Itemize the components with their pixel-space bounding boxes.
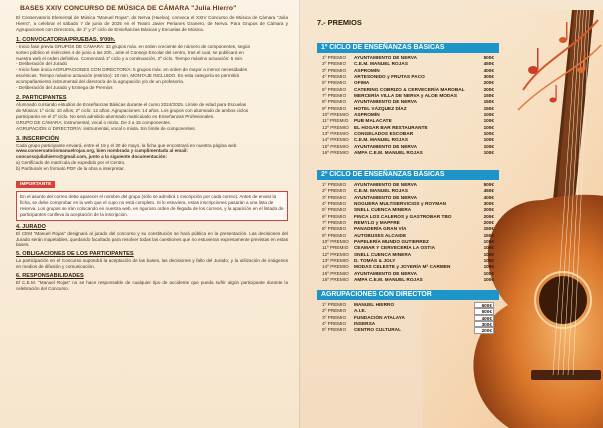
- prize-sponsor: AYUNTAMIENTO DE NERVA: [354, 55, 418, 60]
- prize-sponsor: AYUNTAMIENTO DE NERVA: [354, 143, 418, 149]
- text-line: - Deliberación del Jurado: [16, 61, 68, 67]
- text-line: escénicas. Tiempo máximo actuación (estricto): 10 min. MONTAJE INCLUIDO. En esta categoría se permitirá: [16, 73, 240, 79]
- category-bar-agrupaciones: AGRUPACIONES CON DIRECTOR: [317, 290, 499, 300]
- prize-amount: 400€: [483, 67, 494, 73]
- text-line: - Deliberación del Jurado y Entrega de Premios: [16, 85, 113, 91]
- prize-amount: 600€: [474, 302, 494, 308]
- section-participantes-body: [16, 102, 288, 132]
- prize-sponsor: SNELL CUENCA MINERA: [354, 207, 412, 213]
- prize-sponsor: C.E.M. MANUEL ROJAS: [354, 61, 408, 67]
- prize-amount: 200€: [483, 207, 494, 213]
- section-responsabilidades-body: El C.E.M. "Manuel Rojas" no se hace responsable de cualquier tipo de accidente que pueda sufrir algún participante durante la celebración del Concurso.: [16, 280, 288, 292]
- prize-place: 14º PREMIO: [322, 137, 349, 143]
- prize-sponsor: MERCERÍA VILLA DE NERVA y ALOE MODAS: [354, 93, 458, 99]
- prize-sponsor: FUNDACIÓN ATALAYA: [354, 314, 405, 320]
- prize-amount: 100€: [483, 124, 494, 130]
- premios-title: 7.- PREMIOS: [317, 18, 362, 27]
- text-line: AGRUPACIÓN c/ DIRECTOR/A: instrumental, vocal o mixta. Sin límite de componentes.: [16, 125, 196, 131]
- prize-amount: 150€: [483, 105, 494, 111]
- text-line: - Inicio fase única AGRUPACIONES CON DIRECTOR/A: 5 grupos máx. en orden de mayor a menor necesidades: [16, 67, 248, 73]
- prize-sponsor: AYUNTAMIENTO DE NERVA: [354, 194, 418, 200]
- prize-sponsor: AMPA C.E.M. MANUEL ROJAS: [354, 150, 423, 156]
- text-line: GRUPO DE CÁMARA: instrumental, vocal o mixto. De 2 a 15 componentes.: [16, 119, 171, 125]
- prize-place: 6º PREMIO: [322, 86, 347, 92]
- prize-amount: 200€: [483, 213, 494, 219]
- section-jurado-title: [16, 224, 288, 230]
- prize-place: 2º PREMIO: [322, 308, 347, 314]
- prize-place: 14º PREMIO: [322, 264, 349, 270]
- prize-place: 3º PREMIO: [322, 194, 347, 200]
- prize-place: 7º PREMIO: [322, 93, 347, 99]
- prize-amount: 150€: [483, 99, 494, 105]
- prize-place: 8º PREMIO: [322, 99, 347, 105]
- text-line: www.conservatoriomanuelrojas.org, bien nombrada y cumplimentada al email:: [16, 148, 188, 154]
- prize-sponsor: OFIMA: [354, 80, 370, 86]
- bases-title: BASES XXIV CONCURSO DE MÚSICA DE CÁMARA "Julia Hierro": [20, 5, 237, 12]
- prize-sponsor: ASPROMÍN: [354, 67, 380, 73]
- prize-place: 4º PREMIO: [322, 201, 347, 207]
- category-bar-ciclo2: 2º CICLO DE ENSEÑANZAS BÁSICAS: [317, 170, 499, 180]
- section-obligaciones-body: La participación en el Concurso supondrá la aceptación de las bases, las decisiones y fallo del Jurado, y la utilización de imágenes en medios de difusión y comunicación.: [16, 258, 288, 270]
- prize-amount: 450€: [483, 61, 494, 67]
- prize-list-ciclo1: [322, 55, 494, 157]
- prize-sponsor: CENTRO CULTURAL: [354, 327, 402, 333]
- prize-amount: 100€: [483, 270, 494, 276]
- prize-amount: 500€: [483, 55, 494, 60]
- section-convocatoria-body: [16, 44, 288, 91]
- prize-sponsor: PAPELERÍA MUNDO GUTIERREZ: [354, 239, 429, 245]
- prize-sponsor: A.I.E.: [354, 308, 367, 314]
- prize-amount: 150€: [483, 232, 494, 238]
- prize-amount: 100€: [483, 131, 494, 137]
- prize-place: 9º PREMIO: [322, 105, 347, 111]
- prize-list-agrupaciones: [322, 302, 494, 334]
- prize-place: 5º PREMIO: [322, 207, 347, 213]
- prize-amount: 100€: [483, 118, 494, 124]
- intro-paragraph: El Conservatorio Elemental de Música "Manuel Rojas", de Nerva (Huelva), convoca el XXIV Concurso de Música de Cámara "Julia Hierro", a celebrar el sábado 7 de junio de 2025 en el Teatro Javier Perianes Granero, de Nerva. Para Grupos de Cámara y Agrupaciones con Director/a, de 1º y 2º ciclo de Enseñanzas Básicas y Escuelas de Música.: [16, 15, 288, 32]
- prize-place: 16º PREMIO: [322, 277, 349, 283]
- section-responsabilidades-title: [16, 273, 288, 279]
- prize-sponsor: MANUEL HIERRO: [354, 302, 395, 307]
- prize-amount: 100€: [483, 137, 494, 143]
- section-convocatoria-title: [16, 37, 288, 43]
- prize-amount: 300€: [483, 201, 494, 207]
- prize-sponsor: MODAS CELESTE y JOYERÍA Mª CARMEN: [354, 264, 451, 270]
- prize-place: 12º PREMIO: [322, 251, 349, 257]
- prize-sponsor: FINCA LOS CALEROS y GASTROBAR TBO: [354, 213, 452, 219]
- prize-sponsor: SNELL CUENCA MINERA: [354, 251, 412, 257]
- prize-sponsor: D. TOMÁS & JOLY: [354, 258, 396, 264]
- section-jurado-body: El CEM "Manuel Rojas" designará al jurado del concurso y su constitución se hará pública en la presentación. Las decisiones del Jurado serán inapelables, quedando facultado para resolver todas las cuestiones que no estuvieran expresamente previstas en estas bases.: [16, 230, 288, 248]
- prize-sponsor: C.E.M. MANUEL ROJAS: [354, 188, 408, 194]
- text-line: concursojuliahierro@gmail.com, junto a la siguiente documentación:: [16, 154, 167, 160]
- prize-sponsor: AYUNTAMIENTO DE NERVA: [354, 270, 418, 276]
- section-participantes-title-text: 2. PARTICIPANTES: [16, 94, 67, 101]
- prize-row: [322, 277, 494, 283]
- text-line: - Inicio fase previa GRUPOS DE CÁMARA: 32 grupos máx. en orden creciente de número de componentes, según: [16, 43, 251, 49]
- prize-amount: 400€: [474, 315, 494, 321]
- prize-place: 4º PREMIO: [322, 321, 347, 327]
- prize-place: 8º PREMIO: [322, 226, 347, 232]
- prize-sponsor: HOTEL VÁZQUEZ DÍAZ: [354, 105, 407, 111]
- prize-amount: 100€: [483, 239, 494, 245]
- prize-sponsor: AUTOBUSES ALCAIDE: [354, 232, 407, 238]
- text-line: b) Partitura/s en formato PDF de la obra a interpretar.: [16, 166, 125, 172]
- prize-place: 15º PREMIO: [322, 270, 349, 276]
- important-badge: IMPORTANTE: [16, 181, 55, 188]
- prize-place: 2º PREMIO: [322, 61, 347, 67]
- section-obligaciones-title: [16, 251, 288, 257]
- prize-amount: 100€: [483, 258, 494, 264]
- prize-sponsor: CATERING COBRIZO & CERVECERÍA MAROBAL: [354, 86, 465, 92]
- prize-sponsor: ARTESONIDO y FRUTAS PACO: [354, 74, 425, 80]
- prize-place: 16º PREMIO: [322, 150, 349, 156]
- prize-sponsor: C.E.M. MANUEL ROJAS: [354, 137, 408, 143]
- prize-place: 1º PREMIO: [322, 182, 347, 187]
- prize-place: 5º PREMIO: [322, 327, 347, 333]
- prize-amount: 100€: [483, 245, 494, 251]
- text-line: a) Certificado de matrícula de expedido por el Centro.: [16, 160, 126, 166]
- prize-place: 12º PREMIO: [322, 124, 349, 130]
- prize-place: 4º PREMIO: [322, 74, 347, 80]
- prize-amount: 200€: [483, 86, 494, 92]
- text-line: Cada grupo participante enviará, entre el 19 y el 30 de mayo, la ficha que encontrará en nuestra página web: [16, 142, 237, 148]
- prize-sponsor: PANADERÍA GRAN VÍA: [354, 226, 407, 232]
- prize-amount: 100€: [483, 143, 494, 149]
- prize-place: 13º PREMIO: [322, 131, 349, 137]
- prize-sponsor: INSERSA: [354, 321, 376, 327]
- prize-sponsor: PUB MALACATE: [354, 118, 392, 124]
- prize-place: 11º PREMIO: [322, 245, 349, 251]
- prize-amount: 200€: [483, 80, 494, 86]
- section-obligaciones-title-text: 5. OBLIGACIONES DE LOS PARTICIPANTES: [16, 251, 134, 258]
- important-notice: En el asunto del correo debe aparecer el nombre del grupo (sólo se admitirá 1 inscripción por cada correo). Antes de enviar la ficha, se debe comprobar en la web que el cupo no está completo. Si lo estuviera, estas inscripciones pasarán a una lista de reserva. Los grupos se irán colocando en nuestra web, en riguroso orden de llegada de los correos, y la aparición en el listado de participantes conlleva la aceptación de la inscripción.: [16, 191, 288, 221]
- section-inscripcion-title-text: 3. INSCRIPCIÓN: [16, 135, 59, 142]
- prize-amount: 500€: [474, 308, 494, 314]
- prize-place: 5º PREMIO: [322, 80, 347, 86]
- prize-amount: 300€: [483, 74, 494, 80]
- prize-place: 10º PREMIO: [322, 112, 349, 118]
- prize-sponsor: NOGUERA MULTISERVICIOS y ROYMAN: [354, 201, 447, 207]
- prize-amount: 400€: [483, 194, 494, 200]
- prize-row: [322, 150, 494, 156]
- prize-place: 3º PREMIO: [322, 67, 347, 73]
- prize-place: 11º PREMIO: [322, 118, 349, 124]
- prize-amount: 150€: [483, 93, 494, 99]
- prize-sponsor: REMYLO y MAPFRE: [354, 220, 400, 226]
- text-line: de Música: 1º ciclo: 10 años; 2º ciclo: 12 años. Agrupaciones: 14 años. Los grupos con alumnado de ambos ciclos: [16, 107, 249, 113]
- prize-amount: 100€: [483, 264, 494, 270]
- prize-amount: 300€: [474, 321, 494, 327]
- prize-amount: 100€: [483, 150, 494, 156]
- prize-amount: 150€: [483, 226, 494, 232]
- prize-place: 3º PREMIO: [322, 314, 347, 320]
- section-inscripcion-body: [16, 143, 288, 173]
- prize-place: 1º PREMIO: [322, 302, 347, 307]
- prize-sponsor: ASPROMÍN: [354, 112, 380, 118]
- prize-place: 13º PREMIO: [322, 258, 349, 264]
- prize-sponsor: CEAMAR Y CERVECERÍA LA OSTIA: [354, 245, 436, 251]
- prize-place: 7º PREMIO: [322, 220, 347, 226]
- prize-place: 15º PREMIO: [322, 143, 349, 149]
- prize-sponsor: CONGELADOS ESCOBAR: [354, 131, 414, 137]
- premios-page: [300, 0, 603, 428]
- section-inscripcion-title: [16, 136, 288, 142]
- prize-row: [322, 327, 494, 333]
- text-line: Alumnado cursando estudios de Enseñanzas Básicas durante el curso 2024/2025. Límite de edad para Escuelas: [16, 101, 247, 107]
- prize-sponsor: AMPA C.E.M. MANUEL ROJAS: [354, 277, 423, 283]
- prize-amount: 100€: [483, 112, 494, 118]
- prize-place: 1º PREMIO: [322, 55, 347, 60]
- prize-place: 10º PREMIO: [322, 239, 349, 245]
- prize-place: 6º PREMIO: [322, 213, 347, 219]
- section-responsabilidades-title-text: 6. RESPONSABILIDADES: [16, 273, 84, 280]
- text-line: sorteo público el miércoles 4 de junio a las 20h., ante el Consejo Escolar del centro, tras el cual, se publicará en: [16, 49, 244, 55]
- prize-place: 2º PREMIO: [322, 188, 347, 194]
- text-line: participarán en el 2º ciclo. No será admitido alumnado matriculado en Enseñanzas Profesionales.: [16, 113, 215, 119]
- prize-amount: 450€: [483, 188, 494, 194]
- prize-sponsor: AYUNTAMIENTO DE NERVA: [354, 182, 418, 187]
- music-notes-decoration: [493, 0, 603, 160]
- category-bar-ciclo1: 1º CICLO DE ENSEÑANZAS BÁSICAS: [317, 43, 499, 53]
- section-jurado-title-text: 4. JURADO: [16, 223, 46, 230]
- section-participantes-title: [16, 95, 288, 101]
- bases-page: [0, 0, 300, 428]
- text-line: nuestra web el orden definitivo. Comenzará 1º ciclo y a continuación, 2º ciclo. Tiempo máximo actuación: 5 min.: [16, 55, 244, 61]
- prize-amount: 200€: [483, 220, 494, 226]
- prize-sponsor: AYUNTAMIENTO DE NERVA: [354, 99, 418, 105]
- section-convocatoria-title-text: 1. CONVOCATORIA/PRUEBAS. 9'00h.: [16, 36, 116, 43]
- text-line: acompañamiento instrumental del director/a de la agrupación y/o de un profesor/a.: [16, 79, 185, 85]
- prize-amount: 100€: [483, 277, 494, 283]
- prize-amount: 200€: [474, 327, 494, 333]
- prize-list-ciclo2: [322, 182, 494, 284]
- prize-sponsor: EL HOGAR BAR RESTAURANTE: [354, 124, 428, 130]
- prize-amount: 100€: [483, 251, 494, 257]
- prize-amount: 500€: [483, 182, 494, 187]
- prize-place: 9º PREMIO: [322, 232, 347, 238]
